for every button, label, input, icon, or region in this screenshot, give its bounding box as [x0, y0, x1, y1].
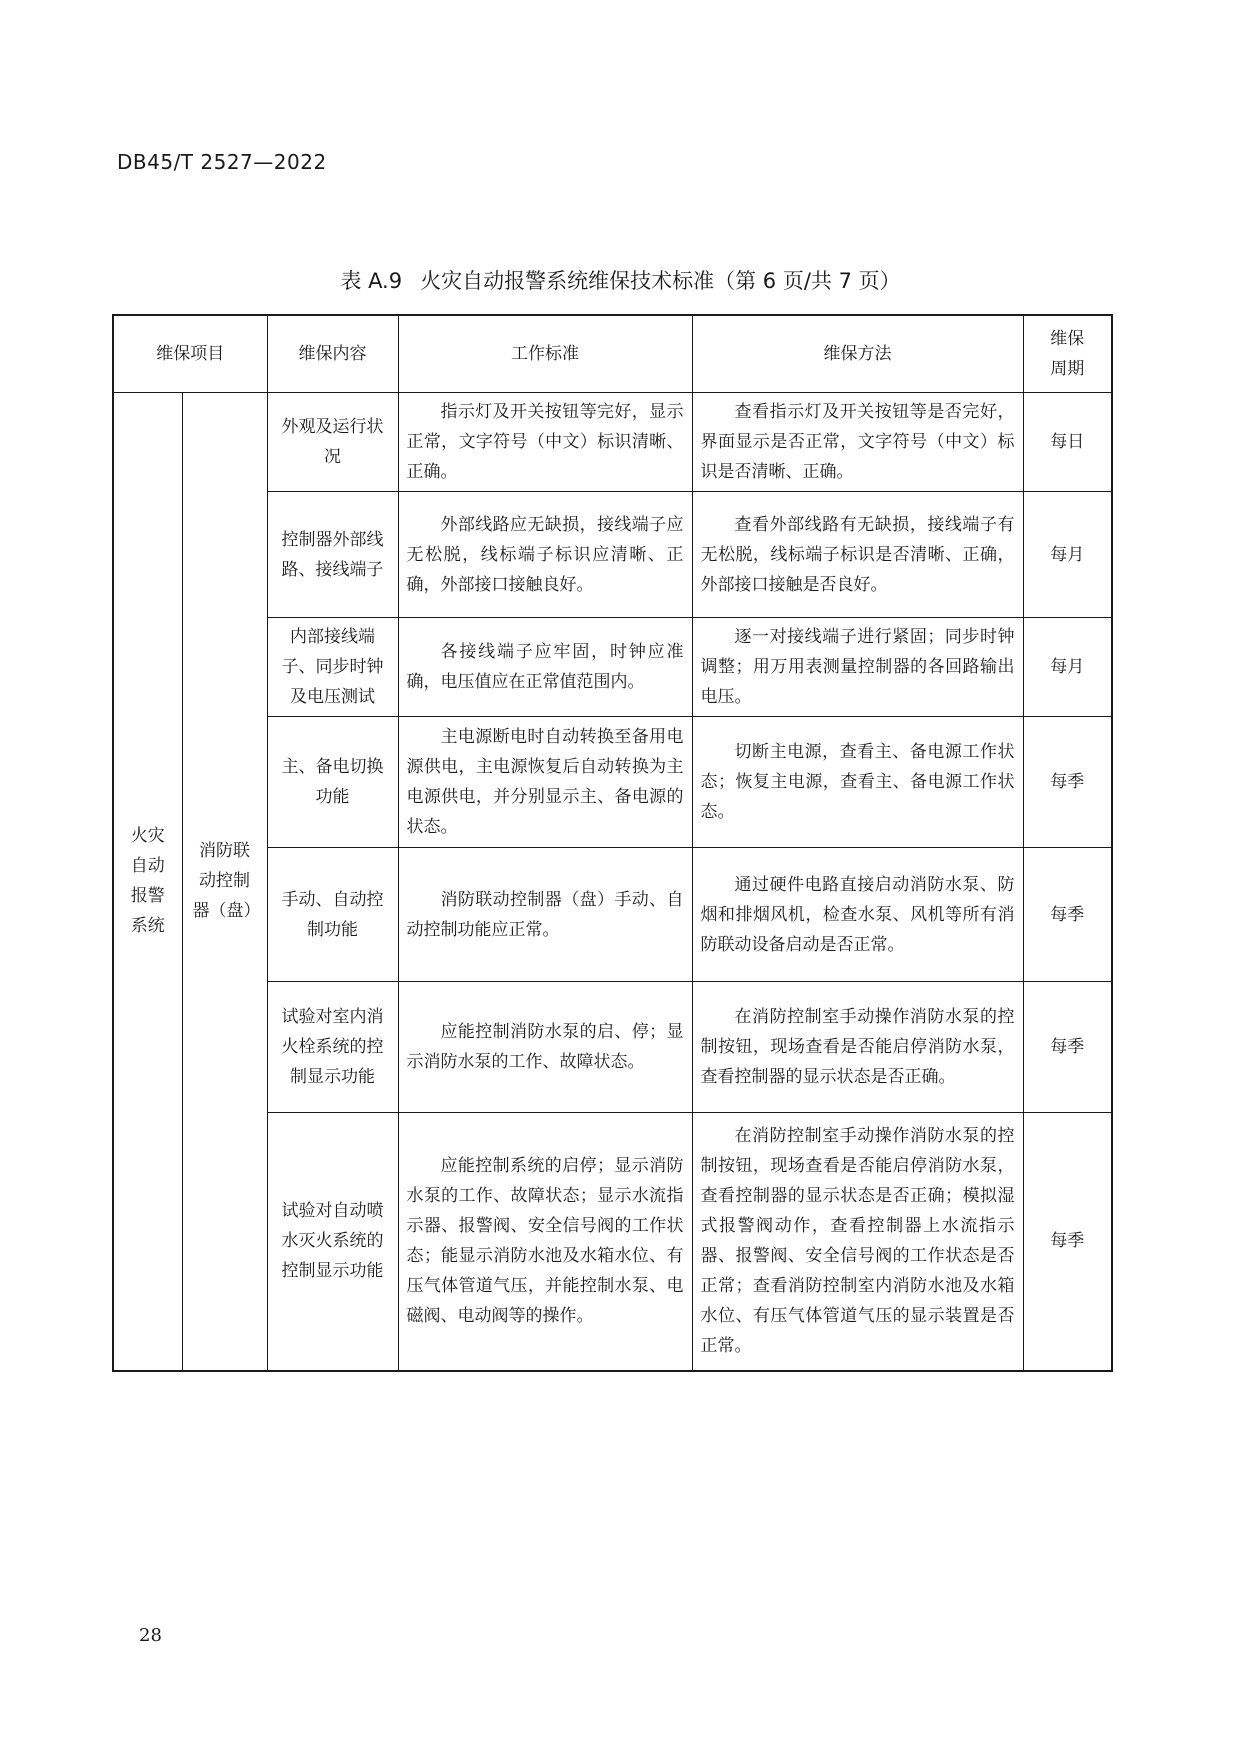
- device-cell: 消防联动控制器（盘）: [182, 393, 267, 1371]
- row-method: 在消防控制室手动操作消防水泵的控制按钮，现场查看是否能启停消防水泵，查看控制器的显示状态是否正确；模拟湿式报警阀动作，查看控制器上水流指示器、报警阀、安全信号阀的工作状态是否正常；查看消防控制室内消防水池及水箱水位、有压气体管道气压的显示装置是否正常。: [692, 1113, 1023, 1371]
- row-cycle: 每月: [1023, 618, 1112, 717]
- header-cycle-line2: 周期: [1050, 359, 1085, 379]
- row-method: 在消防控制室手动操作消防水泵的控制按钮，现场查看是否能启停消防水泵，查看控制器的显示状态是否正确。: [692, 982, 1023, 1113]
- row-cycle: 每月: [1023, 492, 1112, 618]
- row-method: 查看外部线路有无缺损，接线端子有无松脱，线标端子标识是否清晰、正确，外部接口接触是否良好。: [692, 492, 1023, 618]
- table-number: 表 A.9: [340, 269, 403, 293]
- row-method: 切断主电源，查看主、备电源工作状态；恢复主电源，查看主、备电源工作状态。: [692, 717, 1023, 848]
- row-content: 外观及运行状况: [267, 393, 398, 492]
- row-standard: 主电源断电时自动转换至备用电源供电，主电源恢复后自动转换为主电源供电，并分别显示主、备电源的状态。: [398, 717, 692, 848]
- row-method: 通过硬件电路直接启动消防水泵、防烟和排烟风机，检查水泵、风机等所有消防联动设备启动是否正常。: [692, 848, 1023, 982]
- row-cycle: 每季: [1023, 1113, 1112, 1371]
- document-code: DB45/T 2527—2022: [117, 150, 327, 174]
- row-content: 内部接线端子、同步时钟及电压测试: [267, 618, 398, 717]
- header-item: 维保项目: [113, 315, 267, 393]
- row-method: 查看指示灯及开关按钮等是否完好，界面显示是否正常，文字符号（中文）标识是否清晰、正确。: [692, 393, 1023, 492]
- table-header-row: [113, 315, 1112, 393]
- header-cycle-line1: 维保: [1050, 329, 1085, 349]
- row-standard: 各接线端子应牢固，时钟应准确，电压值应在正常值范围内。: [398, 618, 692, 717]
- header-standard: 工作标准: [398, 315, 692, 393]
- header-cycle: [1023, 315, 1112, 393]
- row-cycle: 每季: [1023, 717, 1112, 848]
- row-method: 逐一对接线端子进行紧固；同步时钟调整；用万用表测量控制器的各回路输出电压。: [692, 618, 1023, 717]
- row-content: 试验对自动喷水灭火系统的控制显示功能: [267, 1113, 398, 1371]
- row-standard: 外部线路应无缺损，接线端子应无松脱，线标端子标识应清晰、正确，外部接口接触良好。: [398, 492, 692, 618]
- maintenance-standard-table: [112, 314, 1113, 1372]
- table-title: [0, 265, 1241, 295]
- row-standard: 消防联动控制器（盘）手动、自动控制功能应正常。: [398, 848, 692, 982]
- row-content: 手动、自动控制功能: [267, 848, 398, 982]
- page-number: 28: [139, 1625, 162, 1646]
- row-cycle: 每季: [1023, 982, 1112, 1113]
- table-row: [113, 393, 1112, 492]
- row-standard: 应能控制消防水泵的启、停；显示消防水泵的工作、故障状态。: [398, 982, 692, 1113]
- row-content: 主、备电切换功能: [267, 717, 398, 848]
- row-standard: 应能控制系统的启停；显示消防水泵的工作、故障状态；显示水流指示器、报警阀、安全信号阀的工作状态；能显示消防水池及水箱水位、有压气体管道气压，并能控制水泵、电磁阀、电动阀等的操作。: [398, 1113, 692, 1371]
- row-content: 控制器外部线路、接线端子: [267, 492, 398, 618]
- row-content: 试验对室内消火栓系统的控制显示功能: [267, 982, 398, 1113]
- row-standard: 指示灯及开关按钮等完好，显示正常，文字符号（中文）标识清晰、正确。: [398, 393, 692, 492]
- row-cycle: 每季: [1023, 848, 1112, 982]
- header-method: 维保方法: [692, 315, 1023, 393]
- row-cycle: 每日: [1023, 393, 1112, 492]
- table-caption: 火灾自动报警系统维保技术标准（第 6 页/共 7 页）: [420, 269, 901, 293]
- header-content: 维保内容: [267, 315, 398, 393]
- system-cell: 火灾自动报警系统: [113, 393, 182, 1371]
